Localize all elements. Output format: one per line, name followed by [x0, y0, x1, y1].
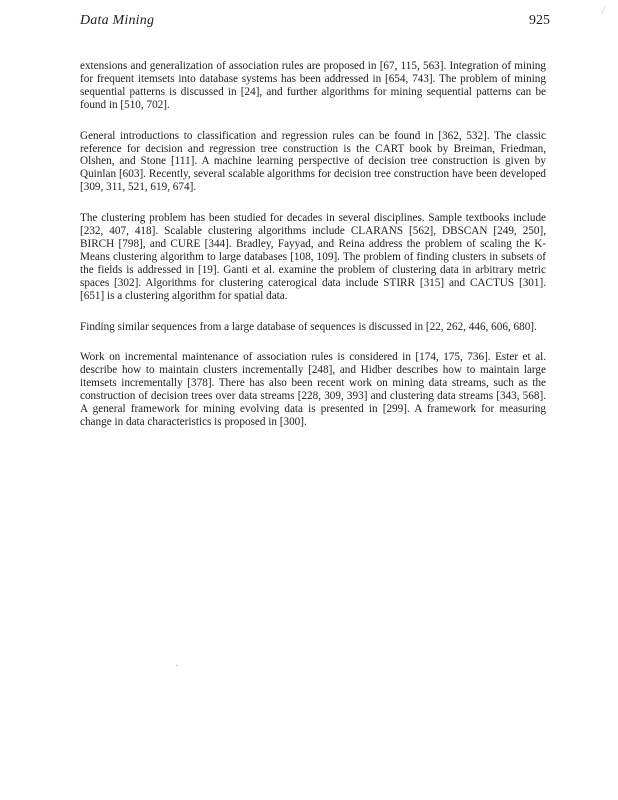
running-head: [80, 13, 550, 33]
paragraph-clustering: The clustering problem has been studied for decades in several disciplines. Sample textbooks include [232, 407, 418]. Scalable clustering algorithms include CLARANS [562], DBSCAN [249, 250], BIRCH [798], and CURE [344]. Bradley, Fayyad, and Reina address the problem of scaling the K-Means clustering algorithm to large databases [108, 109]. The problem of finding clusters in subsets of the fields is addressed in [19]. Ganti et al. examine the problem of clustering data in arbitrary metric spaces [302]. Algorithms for clustering caterogical data include STIRR [315] and CACTUS [301]. [651] is a clustering algorithm for spatial data.: [80, 212, 546, 302]
scan-artifact-dot: [176, 665, 178, 666]
paragraph-association-rules: extensions and generalization of association rules are proposed in [67, 115, 563]. Integration of mining for frequent itemsets into database systems has been addressed in [654, 743]. The problem of mining sequential patterns is discussed in [24], and further algorithms for mining sequential patterns can be found in [510, 702].: [80, 60, 546, 111]
page-number: 925: [529, 13, 550, 28]
paragraph-similar-sequences: Finding similar sequences from a large database of sequences is discussed in [22, 262, 446, 606, 680].: [80, 320, 537, 333]
paragraph-classification: General introductions to classification and regression rules can be found in [362, 532]. The classic reference for decision and regression tree construction is the CART book by Breiman, Friedman, Olshen, and Stone [111]. A machine learning perspective of decision tree construction is given by Quinlan [603]. Recently, several scalable algorithms for decision tree construction have been developed [309, 311, 521, 619, 674].: [80, 129, 546, 194]
paragraph-incremental-maintenance: Work on incremental maintenance of association rules is considered in [174, 175, 736]. Ester et al. describe how to maintain clusters incrementally [248], and Hidber describes how to maintain large itemsets incrementally [378]. There has also been recent work on mining data streams, such as the construction of decision trees over data streams [228, 309, 393] and clustering data streams [343, 568]. A general framework for mining evolving data is presented in [299]. A framework for measuring change in data characteristics is proposed in [300].: [80, 351, 546, 428]
scan-artifact-mark: [596, 6, 606, 14]
running-title: Data Mining: [80, 13, 155, 28]
body-text: [80, 60, 546, 447]
